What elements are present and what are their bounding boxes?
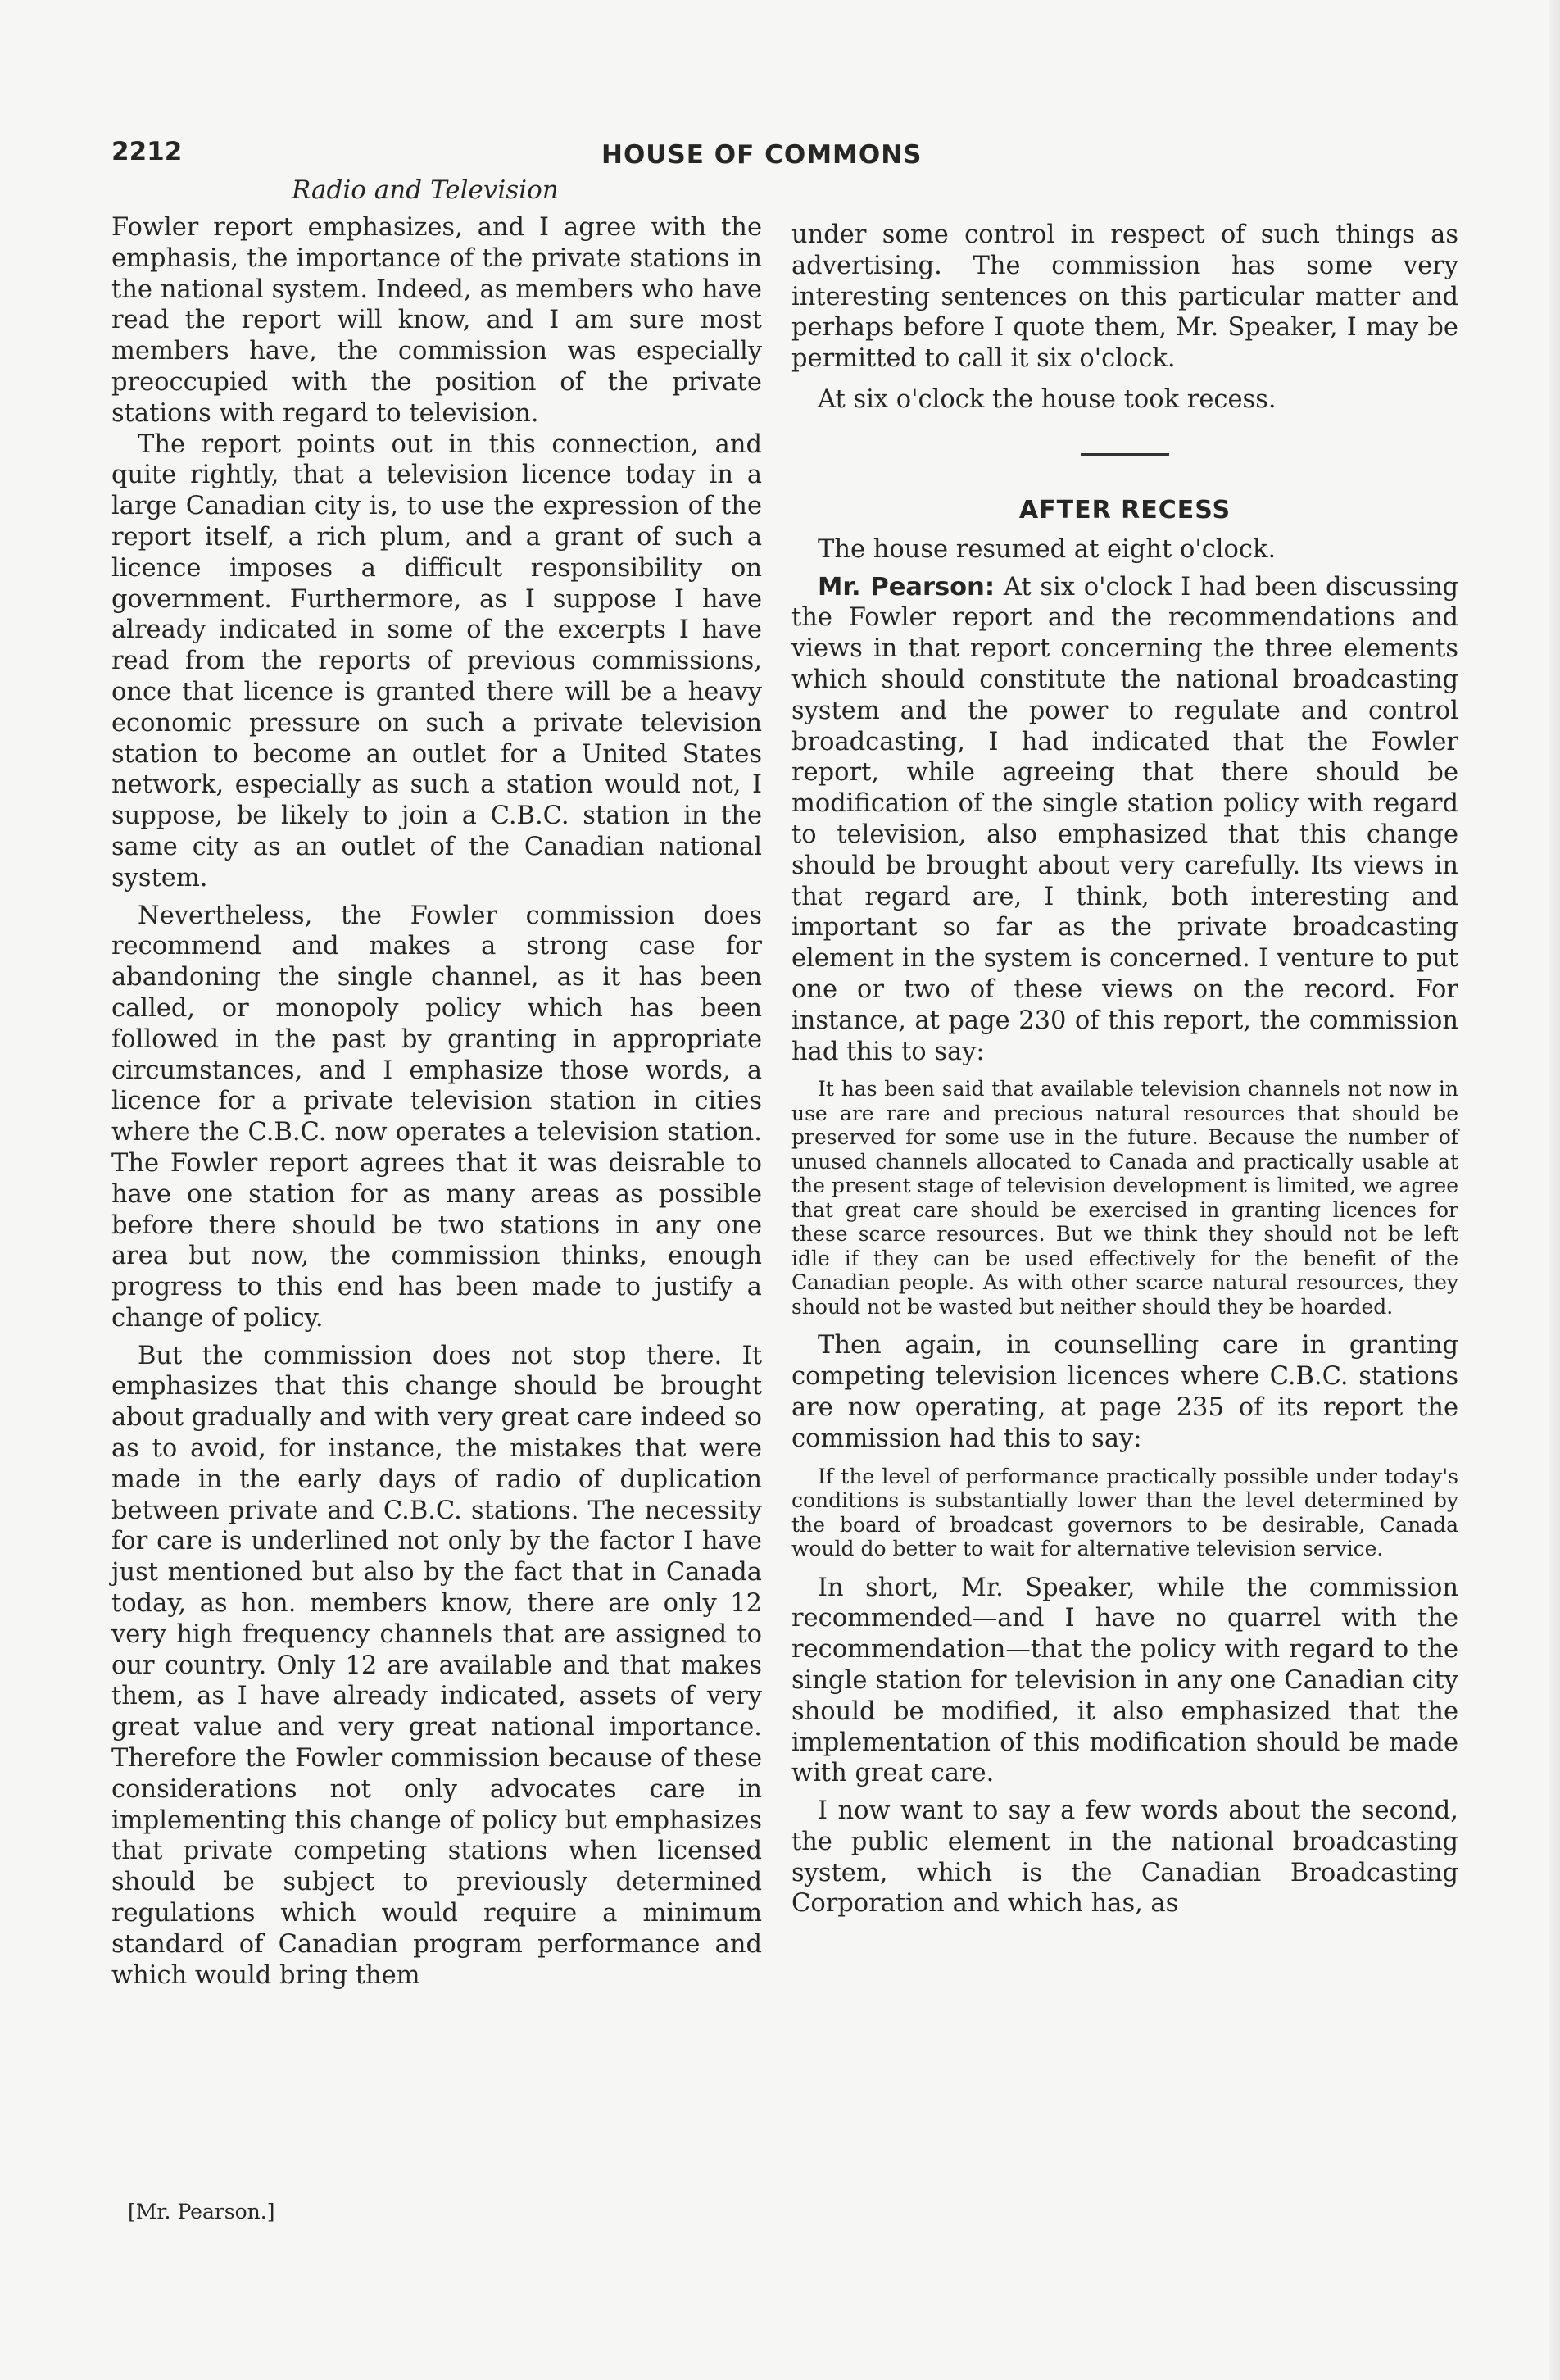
speech-paragraph: [791, 572, 1458, 1068]
paragraph: In short, Mr. Speaker, while the commission recommended—and I have no quarrel with the recommendation—that the policy with regard to the single station for television in any one Canadian city should be modified, it also emphasized that the implementation of this modification should be made with great care.: [791, 1573, 1458, 1788]
paragraph: Nevertheless, the Fowler commission does recommend and makes a strong case for abandoning the single channel, as it has been called, or monopoly policy which has been followed in the past by granting in appropriate circumstances, and I emphasize those words, a licence for a private television station in cities where the C.B.C. now operates a television station. The Fowler report agrees that it was deisrable to have one station for as many areas as possible before there should be two stations in any one area but now, the commission thinks, enough progress to this end has been made to justify a change of policy.: [111, 901, 762, 1333]
paragraph: Fowler report emphasizes, and I agree with the emphasis, the importance of the private stations in the national system. Indeed, as members who have read the report will know, and I am sure most members have, the commission was especially preoccupied with the position of the private stations with regard to television.: [111, 213, 762, 428]
section-divider: [1081, 453, 1169, 456]
paragraph: I now want to say a few words about the second, the public element in the national broadcasting system, which is the Canadian Broadcasting Corporation and which has, as: [791, 1796, 1458, 1919]
speech-text: At six o'clock I had been discussing the Fowler report and the recommendations and views in that report concerning the three elements which should constitute the national broadcasting system and the power to regulate and control broadcasting, I had indicated that the Fowler report, while agreeing that there should be modification of the single station policy with regard to television, also emphasized that this change should be brought about very carefully. Its views in that regard are, I think, both interesting and important so far as the private broadcasting element in the system is concerned. I venture to put one or two of these views on the record. For instance, at page 230 of this report, the commission had this to say:: [791, 572, 1458, 1066]
block-quote: If the level of performance practically possible under today's conditions is substantially lower than the level determined by the board of broadcast governors to be desirable, Canada would do better to wait for alternative television service.: [791, 1464, 1458, 1561]
block-quote: It has been said that available television channels not now in use are rare and precious natural resources that should be preserved for some use in the future. Because the number of unused channels allocated to Canada and practically usable at the present stage of television development is limited, we agree that great care should be exercised in granting licences for these scarce resources. But we think they should not be left idle if they can be used effectively for the benefit of the Canadian people. As with other scarce natural resources, they should not be wasted but neither should they be hoarded.: [791, 1077, 1458, 1319]
footer-speaker-note: [Mr. Pearson.]: [128, 2200, 275, 2223]
paragraph: under some control in respect of such things as advertising. The commission has some very interesting sentences on this particular matter and perhaps before I quote them, Mr. Speaker, I may be permitted to call it six o'clock.: [791, 220, 1458, 374]
speaker-name: Mr. Pearson:: [818, 572, 995, 602]
left-column: [111, 212, 762, 1991]
page-number: 2212: [111, 137, 183, 166]
resume-note: The house resumed at eight o'clock.: [818, 534, 1277, 564]
section-heading: AFTER RECESS: [1018, 495, 1231, 525]
page-edge-shadow: [1549, 0, 1560, 2380]
paragraph: But the commission does not stop there. It emphasizes that this change should be brought about gradually and with very great care indeed so as to avoid, for instance, the mistakes that were made in the early days of radio of duplication between private and C.B.C. stations. The necessity for care is underlined not only by the factor I have just mentioned but also by the fact that in Canada today, as hon. members know, there are only 12 very high frequency channels that are assigned to our country. Only 12 are available and that makes them, as I have already indicated, assets of very great value and very great national importance. Therefore the Fowler commission because of these considerations not only advocates care in implementing this change of policy but emphasizes that private competing stations when licensed should be subject to previously determined regulations which would require a minimum standard of Canadian program performance and which would bring them: [111, 1341, 762, 1990]
right-column: [791, 220, 1458, 1919]
recess-note: At six o'clock the house took recess.: [818, 384, 1277, 414]
page-title: HOUSE OF COMMONS: [601, 140, 923, 170]
paragraph: The report points out in this connection, and quite rightly, that a television licence today in a large Canadian city is, to use the expression of the report itself, a rich plum, and a grant of such a licence imposes a difficult responsibility on government. Furthermore, as I suppose I have already indicated in some of the excerpts I have read from the reports of previous commissions, once that licence is granted there will be a heavy economic pressure on such a private television station to become an outlet for a United States network, especially as such a station would not, I suppose, be likely to join a C.B.C. station in the same city as an outlet of the Canadian national system.: [111, 429, 762, 892]
subject-heading: Radio and Television: [292, 175, 559, 205]
paragraph: Then again, in counselling care in granting competing television licences where C.B.C. stations are now operating, at page 235 of its report the commission had this to say:: [791, 1331, 1458, 1453]
